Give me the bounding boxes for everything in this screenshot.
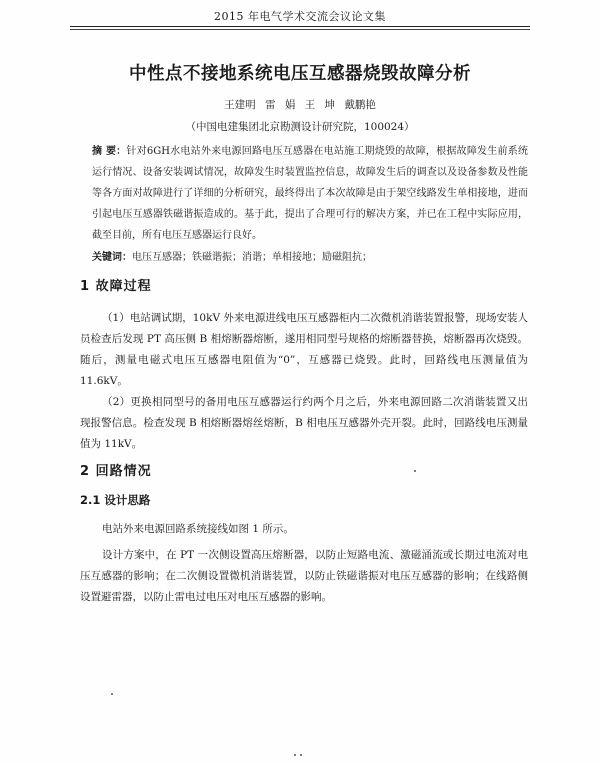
section-2-paragraph-1: 电站外来电源回路系统接线如图 1 所示。 <box>102 523 294 535</box>
scan-speck <box>414 470 416 472</box>
section-1-paragraph-1: （1）电站调试期，10kV 外来电源进线电压互感器柜内二次微机消谐装置报警，现场安装人员检查后发现 PT 高压侧 B 相熔断器熔断，遂用相同型号规格的熔断器替换，熔断器再次烧毁。随后，测量电磁式电压互感器电阻值为“0”，互感器已烧毁。此时，回路线电压测量值为 11.6kV。 <box>80 312 528 387</box>
abstract <box>92 141 528 246</box>
keywords <box>92 247 528 268</box>
abstract-label: 摘 要： <box>92 146 127 157</box>
section-2-1-heading: 2.1 设计思路 <box>80 493 151 507</box>
section-2-heading: 2 回路情况 <box>80 464 152 479</box>
scan-speck <box>111 693 113 695</box>
paper-affiliation: （中国电建集团北京勘测设计研究院，100024） <box>185 121 415 133</box>
paper-title: 中性点不接地系统电压互感器烧毁故障分析 <box>129 64 471 84</box>
section-1-heading: 1 故障过程 <box>80 279 152 294</box>
paper-authors: 王建明 雷 娟 王 坤 戴鹏艳 <box>224 99 376 111</box>
abstract-text: 针对6GH水电站外来电源回路电压互感器在电站施工期烧毁的故障，根据故障发生前系统运行情况、设备安装调试情况，故障发生时装置监控信息，故障发生后的调查以及设备参数及性能等各方面对故障进行了详细的分析研究，最终得出了本次故障是由于架空线路发生单相接地，进而引起电压互感器铁磁谐振造成的。基于此，提出了合理可行的解决方案，并已在工程中实际应用，截至目前，所有电压互感器运行良好。 <box>92 146 528 241</box>
header-rule <box>70 26 530 27</box>
keywords-label: 关键词： <box>92 252 132 263</box>
keywords-text: 电压互感器；铁磁谐振；消谐；单相接地；励磁阻抗； <box>132 252 372 263</box>
section-1-paragraph-2: （2）更换相同型号的备用电压互感器运行约两个月之后，外来电源回路二次消谐装置又出现报警信息。检查发现 B 相熔断器熔丝熔断，B 相电压互感器外壳开裂。此时，回路线电压测量值为 11kV。 <box>80 396 528 450</box>
header-rule-thin <box>70 29 530 30</box>
scan-speck <box>294 754 296 756</box>
running-header: 2015 年电气学术交流会议论文集 <box>214 10 386 23</box>
section-2-paragraph-2: 设计方案中，在 PT 一次侧设置高压熔断器，以防止短路电流、激磁涌流或长期过电流对电压互感器的影响；在二次侧设置微机消谐装置，以防止铁磁谐振对电压互感器的影响；在线路侧设置避雷器，以防止雷电过电压对电压互感器的影响。 <box>80 549 528 603</box>
scan-speck <box>300 754 302 756</box>
